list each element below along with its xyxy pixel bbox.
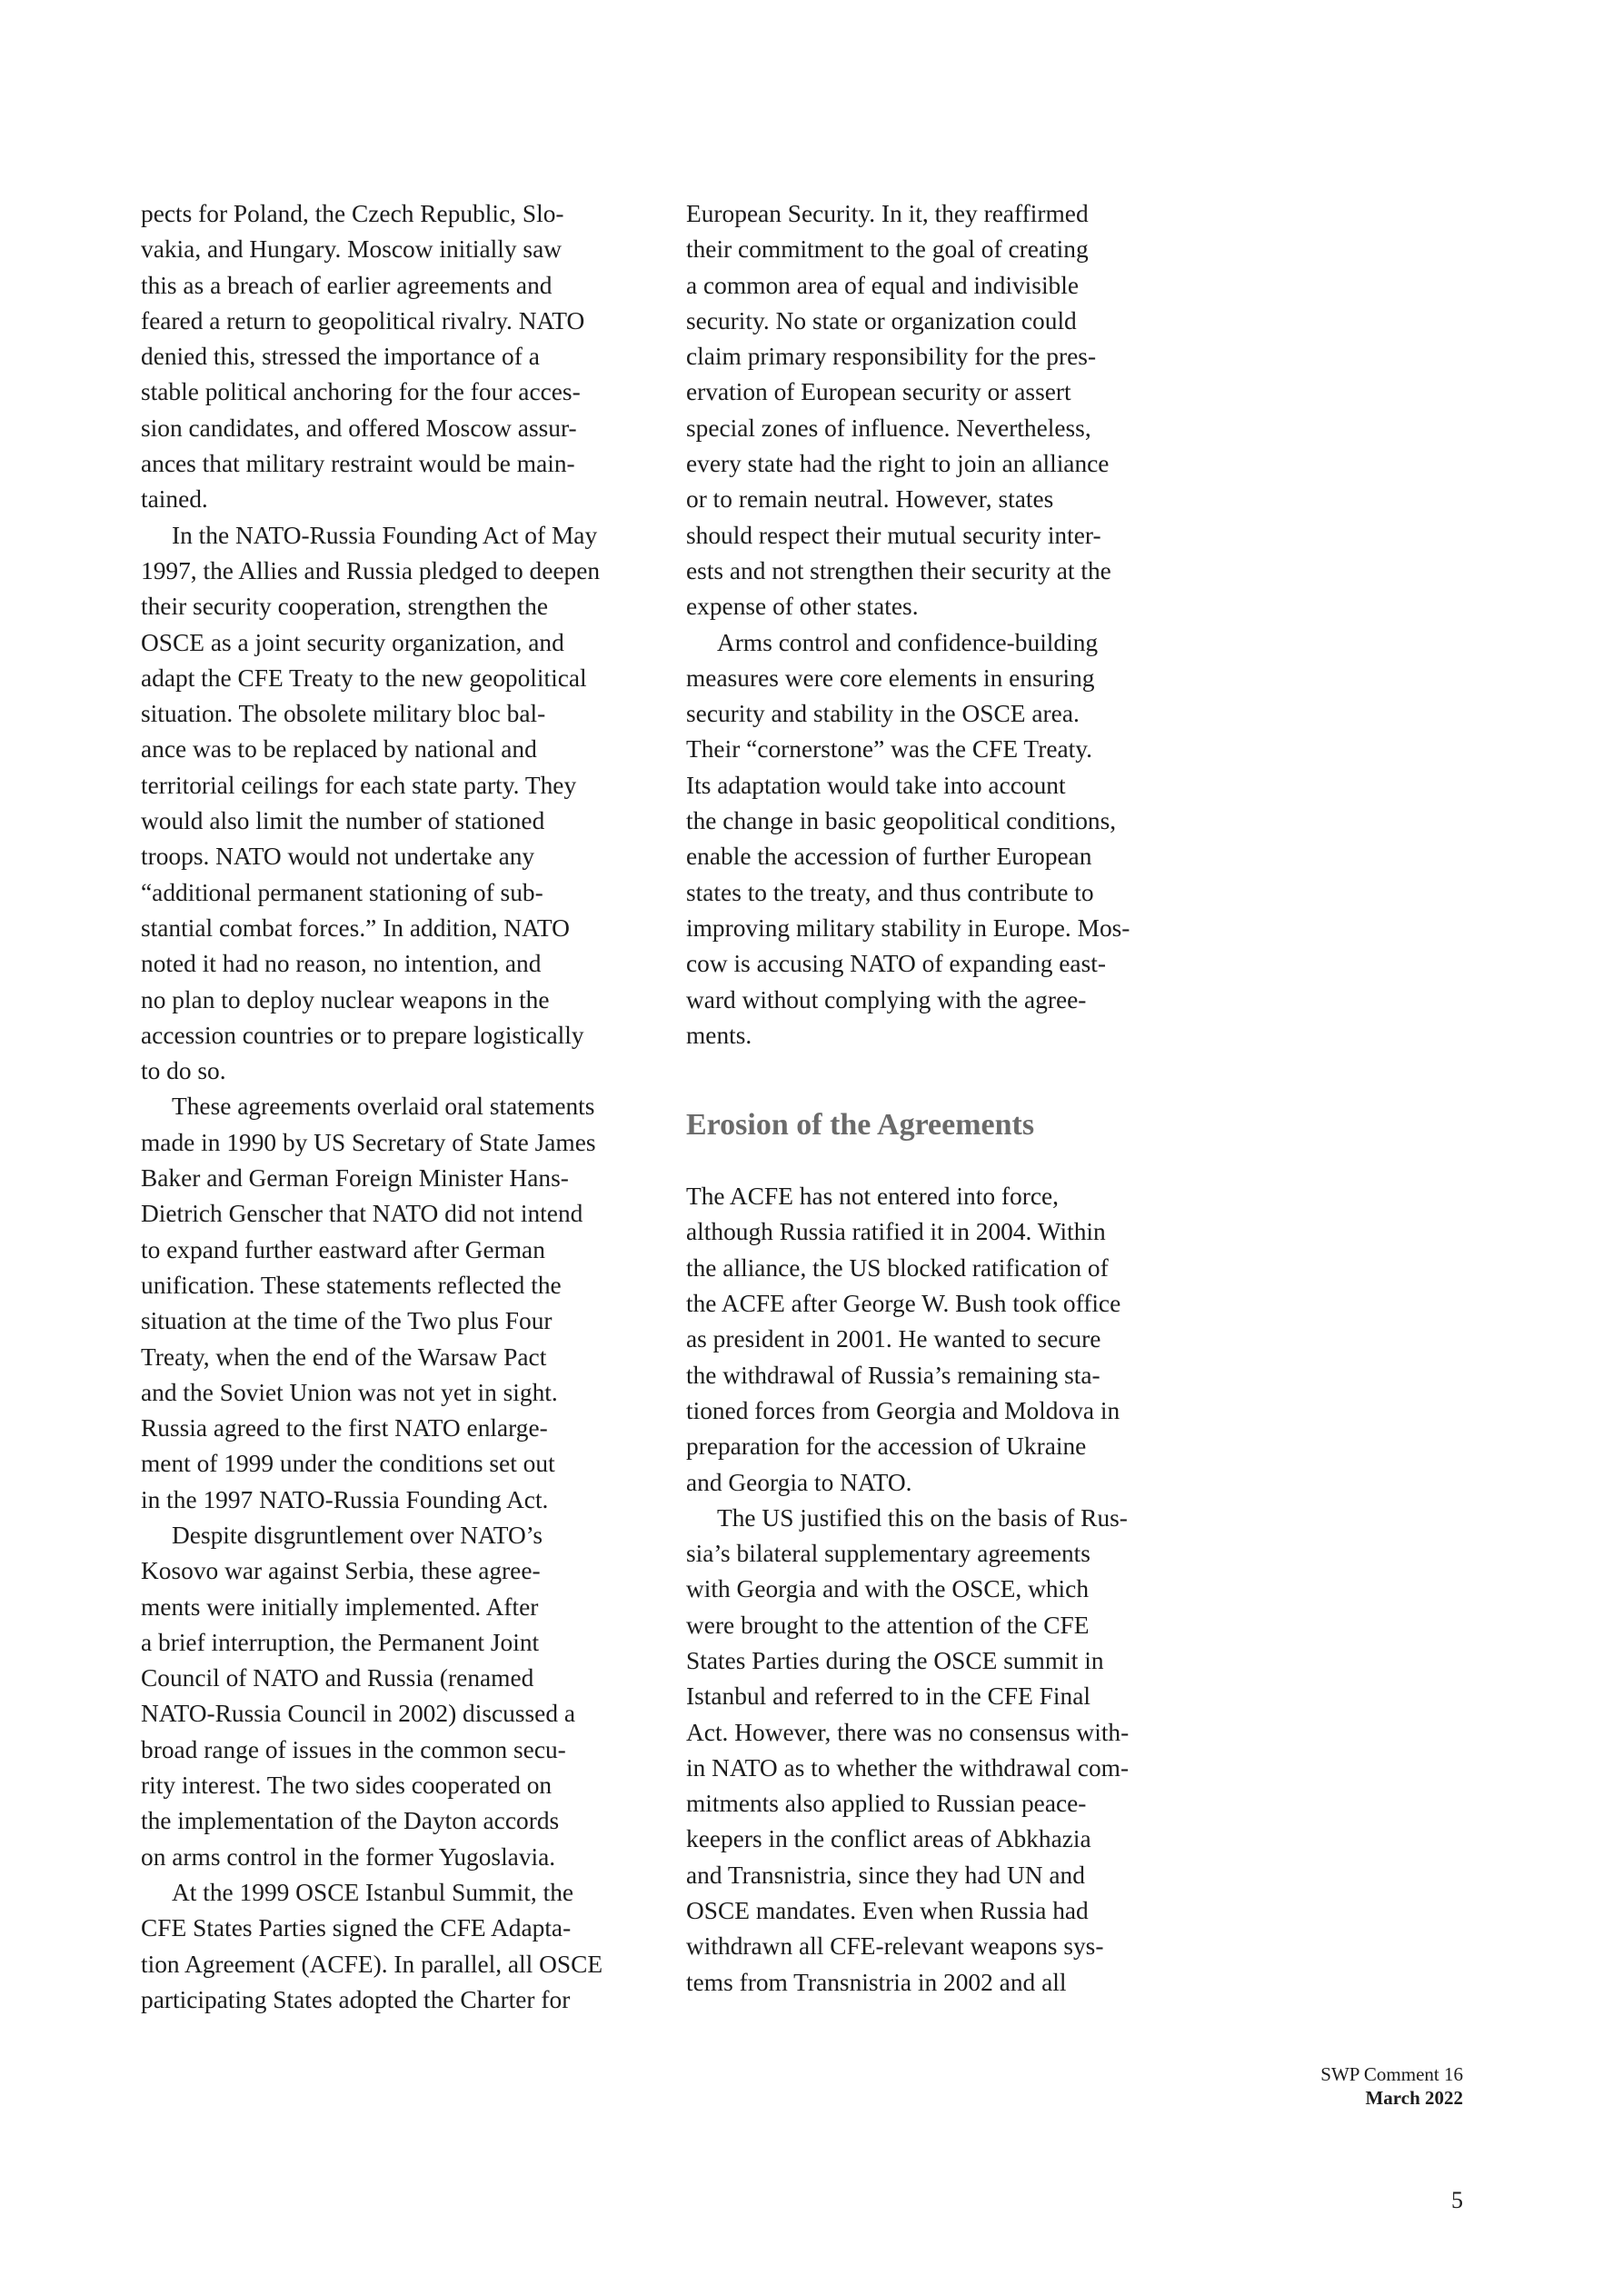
text-line: the implementation of the Dayton accords (141, 1807, 560, 1835)
section-heading: Erosion of the Agreements (686, 1108, 1035, 1143)
footer-publication: SWP Comment 16 (1320, 2063, 1463, 2085)
text-line: a brief interruption, the Permanent Joint (141, 1628, 540, 1656)
text-line: feared a return to geopolitical rivalry. NATO (141, 306, 585, 334)
text-line: in NATO as to whether the withdrawal com- (686, 1753, 1130, 1782)
text-line: were brought to the attention of the CFE (686, 1611, 1090, 1639)
text-line: no plan to deploy nuclear weapons in the (141, 985, 550, 1013)
text-line: ests and not strengthen their security at the (686, 556, 1111, 584)
text-line: pects for Poland, the Czech Republic, Slo- (141, 200, 564, 227)
text-line: rity interest. The two sides cooperated on (141, 1772, 553, 1800)
text-line: would also limit the number of stationed (141, 807, 545, 835)
text-line: their commitment to the goal of creating (686, 235, 1089, 264)
text-line: the alliance, the US blocked ratification of (686, 1253, 1109, 1282)
page-number: 5 (1451, 2187, 1463, 2213)
text-line: broad range of issues in the common secu- (141, 1735, 566, 1763)
text-line: 1997, the Allies and Russia pledged to deepen (141, 556, 601, 584)
text-line: or to remain neutral. However, states (686, 485, 1054, 514)
text-line: made in 1990 by US Secretary of State James (141, 1128, 596, 1156)
paragraph (141, 196, 663, 518)
text-line: Dietrich Genscher that NATO did not intend (141, 1200, 583, 1228)
paragraph (141, 1518, 663, 1875)
paragraph (686, 1501, 1209, 2001)
text-line: sia’s bilateral supplementary agreements (686, 1540, 1090, 1568)
paragraph (686, 625, 1209, 1054)
text-line: on arms control in the former Yugoslavia. (141, 1842, 556, 1871)
text-line: the ACFE after George W. Bush took office (686, 1290, 1121, 1318)
text-line: improving military stability in Europe. Mos- (686, 913, 1130, 942)
paragraph (141, 1089, 663, 1518)
text-line: troops. NATO would not undertake any (141, 843, 535, 871)
text-line: participating States adopted the Charter for (141, 1985, 571, 2013)
text-line: CFE States Parties signed the CFE Adapta- (141, 1914, 572, 1942)
text-line: special zones of influence. Nevertheless, (686, 414, 1091, 442)
text-line: vakia, and Hungary. Moscow initially saw (141, 235, 563, 264)
text-line: every state had the right to join an alliance (686, 450, 1110, 478)
paragraph (686, 196, 1209, 625)
text-line: Kosovo war against Serbia, these agree- (141, 1557, 541, 1585)
text-line: NATO-Russia Council in 2002) discussed a (141, 1700, 576, 1728)
text-line: denied this, stressed the importance of a (141, 343, 540, 371)
text-line: tained. (141, 485, 208, 514)
text-line: accession countries or to prepare logistically (141, 1021, 584, 1049)
text-line: Russia agreed to the first NATO enlarge- (141, 1414, 548, 1442)
text-line: claim primary responsibility for the pres- (686, 343, 1097, 371)
text-line: measures were core elements in ensuring (686, 664, 1095, 692)
text-line: with Georgia and with the OSCE, which (686, 1575, 1090, 1603)
text-line: states to the treaty, and thus contribute to (686, 878, 1094, 906)
text-line: tems from Transnistria in 2002 and all (686, 1968, 1067, 1996)
right-column (686, 196, 1209, 2001)
text-line: a common area of equal and indivisible (686, 271, 1080, 299)
text-line: Council of NATO and Russia (renamed (141, 1664, 534, 1692)
text-line: preparation for the accession of Ukraine (686, 1433, 1087, 1461)
text-line: situation at the time of the Two plus Four (141, 1307, 553, 1335)
text-line: ment of 1999 under the conditions set out (141, 1450, 555, 1478)
left-column (141, 196, 663, 2018)
text-line: adapt the CFE Treaty to the new geopolitical (141, 664, 587, 692)
text-line: expense of other states. (686, 593, 919, 621)
text-line: In the NATO-Russia Founding Act of May (172, 521, 598, 549)
text-line: These agreements overlaid oral statements (172, 1093, 595, 1121)
text-line: ward without complying with the agree- (686, 985, 1087, 1013)
text-line: States Parties during the OSCE summit in (686, 1646, 1104, 1674)
text-line: ervation of European security or assert (686, 378, 1071, 406)
text-line: OSCE mandates. Even when Russia had (686, 1897, 1089, 1925)
text-line: ance was to be replaced by national and (141, 735, 537, 764)
text-line: noted it had no reason, no intention, and (141, 950, 542, 978)
paragraph (686, 1179, 1209, 1501)
text-line: to expand further eastward after German (141, 1235, 545, 1263)
text-line: ments were initially implemented. After (141, 1592, 539, 1621)
text-line: Act. However, there was no consensus with- (686, 1718, 1130, 1746)
page-footer (1320, 2062, 1463, 2110)
text-line: Their “cornerstone” was the CFE Treaty. (686, 735, 1093, 764)
text-line: Baker and German Foreign Minister Hans- (141, 1164, 569, 1193)
text-line: enable the accession of further European (686, 843, 1092, 871)
text-line: cow is accusing NATO of expanding east- (686, 950, 1106, 978)
text-line: although Russia ratified it in 2004. Within (686, 1218, 1106, 1246)
text-line: OSCE as a joint security organization, and (141, 628, 564, 656)
text-line: Its adaptation would take into account (686, 771, 1066, 799)
text-line: security. No state or organization could (686, 306, 1077, 334)
text-line: their security cooperation, strengthen the (141, 593, 548, 621)
text-line: and the Soviet Union was not yet in sight. (141, 1378, 558, 1406)
text-line: At the 1999 OSCE Istanbul Summit, the (172, 1878, 574, 1906)
text-line: in the 1997 NATO-Russia Founding Act. (141, 1485, 549, 1513)
text-line: the withdrawal of Russia’s remaining sta- (686, 1361, 1100, 1389)
text-line: ances that military restraint would be main- (141, 450, 575, 478)
text-line: Arms control and confidence-building (717, 628, 1099, 656)
text-line: Despite disgruntlement over NATO’s (172, 1521, 543, 1549)
right-column-bottom-text (686, 1179, 1209, 2001)
text-line: and Transnistria, since they had UN and (686, 1861, 1085, 1889)
paragraph (141, 1875, 663, 2018)
text-line: stable political anchoring for the four acces- (141, 378, 581, 406)
text-line: The US justified this on the basis of Rus- (717, 1503, 1128, 1532)
text-line: the change in basic geopolitical conditions, (686, 807, 1117, 835)
text-line: should respect their mutual security inter- (686, 521, 1101, 549)
text-line: “additional permanent stationing of sub- (141, 878, 543, 906)
text-line: unification. These statements reflected the (141, 1271, 562, 1299)
footer-date: March 2022 (1365, 2087, 1463, 2109)
text-line: and Georgia to NATO. (686, 1468, 912, 1496)
text-line: to do so. (141, 1057, 226, 1085)
text-line: stantial combat forces.” In addition, NATO (141, 913, 570, 942)
paragraph (141, 518, 663, 1090)
text-line: Treaty, when the end of the Warsaw Pact (141, 1343, 547, 1371)
text-line: withdrawn all CFE-relevant weapons sys- (686, 1932, 1104, 1961)
text-line: ments. (686, 1021, 752, 1049)
text-line: mitments also applied to Russian peace- (686, 1790, 1087, 1818)
text-line: tioned forces from Georgia and Moldova in (686, 1396, 1120, 1424)
text-line: European Security. In it, they reaffirmed (686, 200, 1089, 227)
text-line: keepers in the conflict areas of Abkhazia (686, 1825, 1091, 1853)
text-line: situation. The obsolete military bloc bal- (141, 700, 546, 728)
text-line: territorial ceilings for each state party. They (141, 771, 577, 799)
right-column-top-text (686, 196, 1209, 1053)
text-line: as president in 2001. He wanted to secure (686, 1325, 1101, 1353)
text-line: The ACFE has not entered into force, (686, 1183, 1059, 1211)
text-line: this as a breach of earlier agreements and (141, 271, 553, 299)
text-line: Istanbul and referred to in the CFE Final (686, 1682, 1090, 1711)
text-line: security and stability in the OSCE area. (686, 700, 1080, 728)
text-line: tion Agreement (ACFE). In parallel, all OSCE (141, 1950, 603, 1978)
text-line: sion candidates, and offered Moscow assur- (141, 414, 577, 442)
